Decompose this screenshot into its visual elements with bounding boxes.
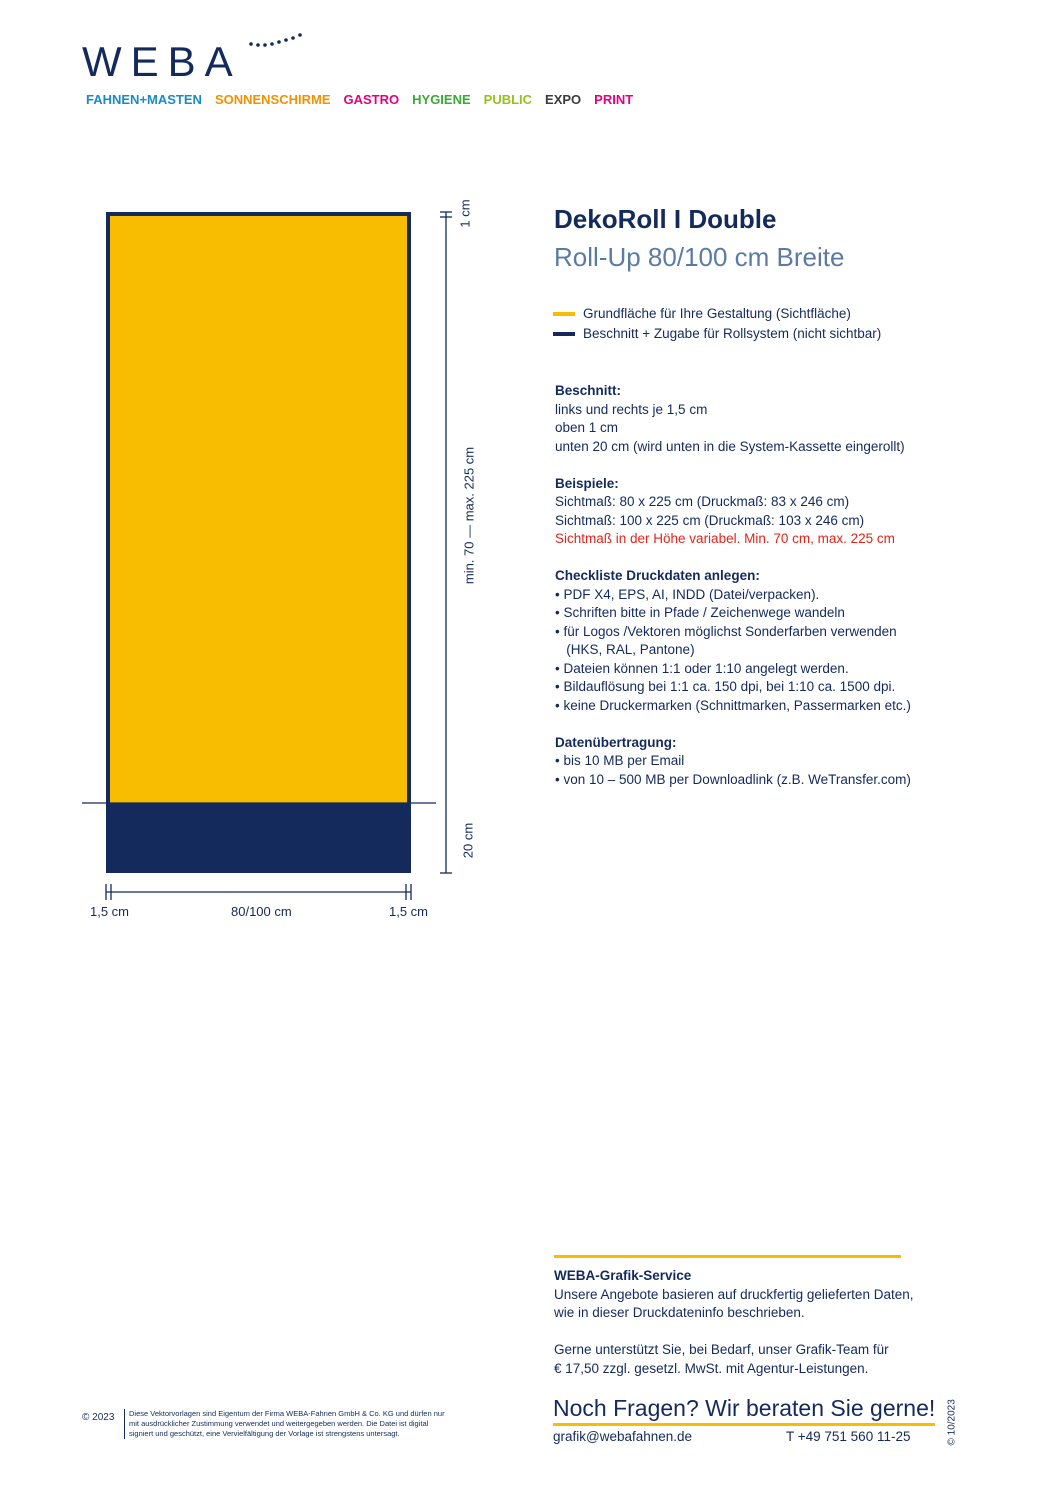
brand-hygiene: HYGIENE [412,92,471,107]
dim-left-label: 1,5 cm [90,904,130,919]
beschnitt-line: oben 1 cm [555,420,619,435]
beispiele-line: Sichtmaß: 100 x 225 cm (Druckmaß: 103 x 246 cm) [555,512,865,528]
legend-item-trim: Beschnitt + Zugabe für Rollsystem (nicht sichtbar) [553,326,881,341]
transfer-heading: Datenübertragung: [555,734,677,750]
legal-notice: Diese Vektorvorlagen sind Eigentum der Firma WEBA-Fahnen GmbH & Co. KG und dürfen nur mit ausdrücklicher Zustimmung verwendet und weitergegeben werden. Die Datei ist digital signiert und geschützt, eine Vervielfältigung der Vorlage ist strengstens untersagt. [124,1409,449,1439]
checkliste-item: • für Logos /Vektoren möglichst Sonderfarben verwenden [555,623,897,639]
contact-email[interactable]: grafik@webafahnen.de [553,1429,693,1444]
brand-public: PUBLIC [483,92,533,107]
service-divider [554,1255,901,1258]
checkliste-item: • PDF X4, EPS, AI, INDD (Datei/verpacken). [555,586,820,602]
checkliste-item: (HKS, RAL, Pantone) [555,642,695,657]
dim-top-label: 1 cm [457,199,473,228]
beschnitt-heading: Beschnitt: [555,383,622,398]
brand-fahnen-masten: FAHNEN+MASTEN [86,92,202,107]
dim-height-label: min. 70 — max. 225 cm [461,446,477,585]
beispiele-heading: Beispiele: [555,475,619,491]
service-line: € 17,50 zzgl. gesetzl. MwSt. mit Agentur-Leistungen. [554,1360,869,1376]
brand-expo: EXPO [545,92,582,107]
legend-item-visible: Grundfläche für Ihre Gestaltung (Sichtfläche) [553,306,851,321]
brand-gastro: GASTRO [343,92,400,107]
beispiele-note: Sichtmaß in der Höhe variabel. Min. 70 cm, max. 225 cm [555,531,895,546]
legend-swatch [553,332,575,336]
beispiele-line: Sichtmaß: 80 x 225 cm (Druckmaß: 83 x 246 cm) [555,494,850,509]
brand-print: PRINT [594,92,634,107]
checkliste-item: • Bildauflösung bei 1:1 ca. 150 dpi, bei 1:10 ca. 1500 dpi. [555,679,896,694]
brand-sonnenschirme: SONNENSCHIRME [214,92,331,107]
checkliste-item: • keine Druckermarken (Schnittmarken, Passermarken etc.) [555,697,911,713]
product-subtitle: Roll-Up 80/100 cm Breite [554,242,845,272]
beschnitt-line: unten 20 cm (wird unten in die System-Kassette eingerollt) [555,438,905,454]
service-line: Unsere Angebote basieren auf druckfertig gelieferten Daten, [554,1286,914,1302]
service-line: wie in dieser Druckdateninfo beschrieben. [554,1305,805,1320]
dim-bottom-label: 20 cm [460,822,476,859]
cta-heading: Noch Fragen? Wir beraten Sie gerne! [553,1395,935,1426]
copyright: © 2023 [82,1412,115,1423]
transfer-item: • von 10 – 500 MB per Downloadlink (z.B. WeTransfer.com) [555,771,911,787]
legend-swatch [553,312,575,316]
service-line: Gerne unterstützt Sie, bei Bedarf, unser Grafik-Team für [554,1342,889,1357]
transfer-item: • bis 10 MB per Email [555,753,685,768]
document-date: © 10/2023 [946,1399,958,1446]
info-block [555,382,935,789]
dim-right-label: 1,5 cm [389,904,429,919]
checkliste-item: • Dateien können 1:1 oder 1:10 angelegt werden. [555,660,849,676]
checkliste-item: • Schriften bitte in Pfade / Zeichenwege wandeln [555,605,845,620]
service-heading: WEBA-Grafik-Service [554,1268,692,1283]
checkliste-heading: Checkliste Druckdaten anlegen: [555,568,760,583]
dim-width-label: 80/100 cm [231,904,292,919]
contact-phone[interactable]: T +49 751 560 11-25 [786,1429,911,1444]
beschnitt-line: links und rechts je 1,5 cm [555,401,708,417]
service-block [554,1267,914,1378]
product-title: DekoRoll I Double [554,204,777,234]
weba-logo: WEBA [82,38,242,85]
